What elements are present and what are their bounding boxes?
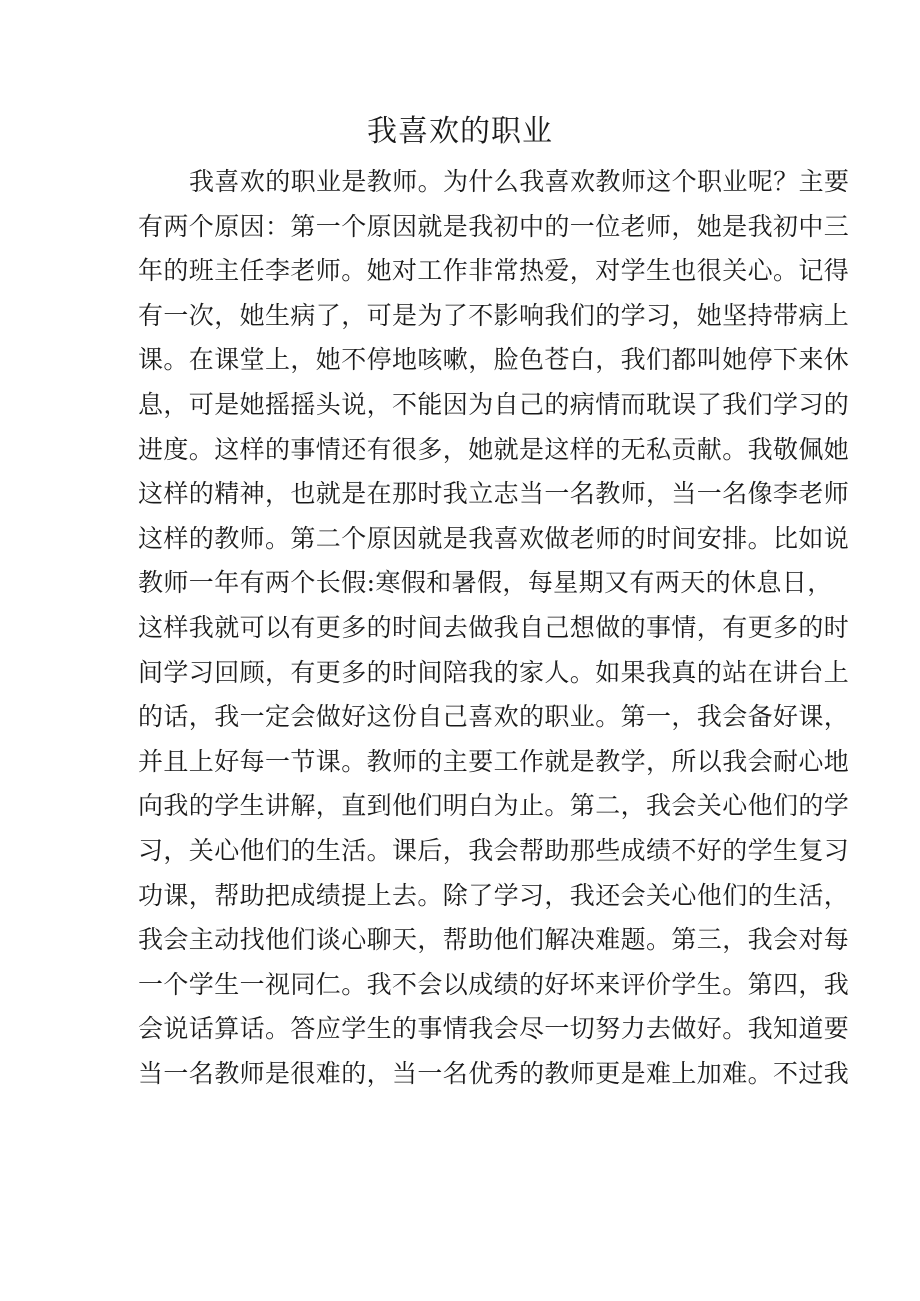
text-line: 课。在课堂上，她不停地咳嗽，脸色苍白，我们都叫她停下来休 [138, 345, 850, 375]
text-line: 这样我就可以有更多的时间去做我自己想做的事情，有更多的时 [138, 612, 850, 642]
text-line: 这样的精神，也就是在那时我立志当一名教师，当一名像李老师 [138, 479, 850, 509]
text-line: 习，关心他们的生活。课后，我会帮助那些成绩不好的学生复习 [138, 835, 850, 865]
text-line: 进度。这样的事情还有很多，她就是这样的无私贡献。我敬佩她 [138, 434, 850, 464]
text-line: 间学习回顾，有更多的时间陪我的家人。如果我真的站在讲台上 [138, 657, 850, 687]
text-line: 向我的学生讲解，直到他们明白为止。第二，我会关心他们的学 [138, 791, 850, 821]
text-line: 当一名教师是很难的，当一名优秀的教师更是难上加难。不过我 [138, 1058, 850, 1088]
essay-body [138, 160, 850, 1096]
text-line: 这样的教师。第二个原因就是我喜欢做老师的时间安排。比如说 [138, 523, 850, 553]
text-line: 有两个原因：第一个原因就是我初中的一位老师，她是我初中三 [138, 211, 850, 241]
text-line: 有一次，她生病了，可是为了不影响我们的学习，她坚持带病上 [138, 300, 850, 330]
text-line: 的话，我一定会做好这份自己喜欢的职业。第一，我会备好课， [138, 702, 850, 732]
text-line: 功课，帮助把成绩提上去。除了学习，我还会关心他们的生活， [138, 880, 850, 910]
text-line: 息，可是她摇摇头说，不能因为自己的病情而耽误了我们学习的 [138, 389, 850, 419]
text-line: 会说话算话。答应学生的事情我会尽一切努力去做好。我知道要 [138, 1014, 850, 1044]
text-line: 一个学生一视同仁。我不会以成绩的好坏来评价学生。第四，我 [138, 969, 850, 999]
document-title: 我喜欢的职业 [367, 114, 553, 149]
text-line: 年的班主任李老师。她对工作非常热爱，对学生也很关心。记得 [138, 256, 850, 286]
text-line: 我会主动找他们谈心聊天，帮助他们解决难题。第三，我会对每 [138, 925, 850, 955]
text-line: 并且上好每一节课。教师的主要工作就是教学，所以我会耐心地 [138, 746, 850, 776]
text-line: 我喜欢的职业是教师。为什么我喜欢教师这个职业呢？主要 [189, 167, 850, 196]
text-line: 教师一年有两个长假:寒假和暑假，每星期又有两天的休息日， [138, 568, 833, 598]
